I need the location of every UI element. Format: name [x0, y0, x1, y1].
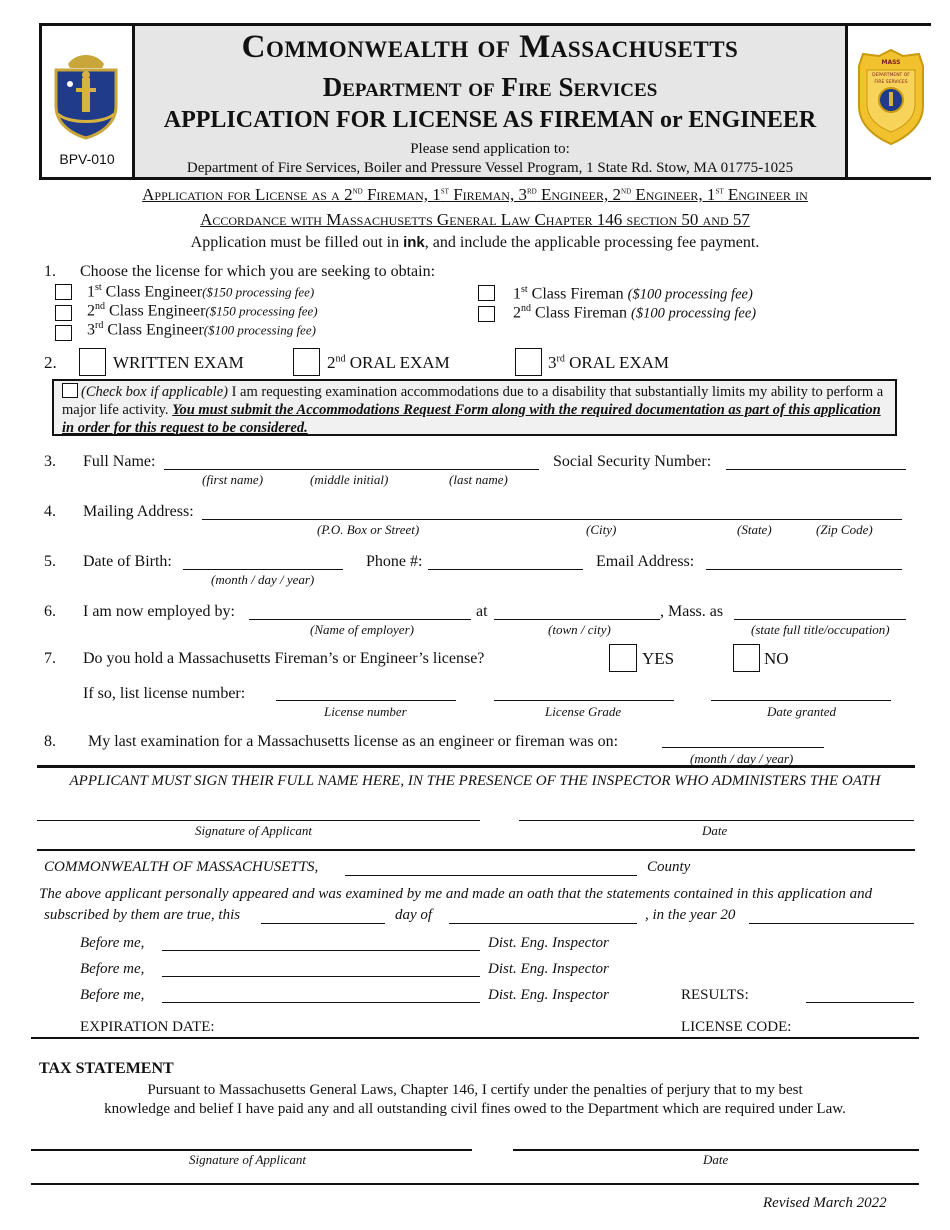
checkbox-accommodation[interactable]: [62, 383, 78, 398]
mass-as-label: , Mass. as: [660, 603, 724, 620]
checkbox-3rd-oral-exam[interactable]: [515, 348, 542, 376]
email-label: Email Address:: [596, 553, 695, 570]
inspector-field-3[interactable]: [162, 1002, 480, 1003]
sign-date-hint: Date: [702, 823, 728, 838]
date-granted-field[interactable]: [711, 700, 891, 701]
applicant-sign-date-field[interactable]: [519, 820, 914, 821]
year-label: , in the year 20: [645, 907, 736, 923]
no-label: NO: [764, 649, 789, 668]
svg-text:FIRE SERVICES: FIRE SERVICES: [874, 80, 908, 85]
yes-label: YES: [642, 649, 675, 668]
checkbox-2nd-fireman[interactable]: [478, 306, 495, 322]
revised-date: Revised March 2022: [763, 1195, 887, 1211]
q1-number: 1.: [44, 263, 56, 280]
option-written-exam: WRITTEN EXAM: [113, 353, 244, 372]
option-1st-engineer: 1st Class Engineer($150 processing fee): [87, 282, 315, 301]
tax-signature-field[interactable]: [31, 1149, 472, 1151]
subtitle-line-1: Application for License as a 2nd Fireman, 1st Fireman, 3rd Engineer, 2nd Engineer, 1st Engineer in: [142, 185, 808, 204]
inspector-label-2: Dist. Eng. Inspector: [488, 961, 609, 977]
header-title-panel: [135, 26, 845, 177]
mailing-address-text: Department of Fire Services, Boiler and Pressure Vessel Program, 1 State Rd. Stow, MA 01775-1025: [186, 160, 794, 176]
list-license-label: If so, list license number:: [83, 685, 246, 702]
accommodation-note: (Check box if applicable): [81, 384, 228, 400]
mailing-address-label: Mailing Address:: [83, 503, 194, 520]
inspector-label-3: Dist. Eng. Inspector: [488, 987, 609, 1003]
title-application: APPLICATION FOR LICENSE AS FIREMAN or ENGINEER: [163, 107, 817, 133]
q2-number: 2.: [44, 353, 57, 372]
dob-label: Date of Birth:: [83, 553, 172, 570]
checkbox-3rd-engineer[interactable]: [55, 325, 72, 341]
county-field[interactable]: [345, 875, 637, 876]
license-grade-field[interactable]: [494, 700, 674, 701]
occupation-field[interactable]: [734, 619, 906, 620]
checkbox-yes[interactable]: [609, 644, 637, 672]
inspector-field-2[interactable]: [162, 976, 480, 977]
email-field[interactable]: [706, 569, 902, 570]
license-number-hint: License number: [324, 704, 407, 719]
dob-hint: (month / day / year): [211, 572, 315, 587]
full-name-label: Full Name:: [83, 453, 156, 470]
tax-signature-hint: Signature of Applicant: [189, 1152, 306, 1167]
oath-year-field[interactable]: [749, 923, 914, 924]
section-divider: [37, 765, 915, 768]
q1-prompt: Choose the license for which you are seeking to obtain:: [80, 263, 436, 280]
occupation-hint: (state full title/occupation): [751, 622, 890, 637]
expiration-date-label: EXPIRATION DATE:: [80, 1019, 215, 1035]
at-label: at: [476, 603, 488, 620]
employer-field[interactable]: [249, 619, 471, 620]
option-2nd-oral-exam: 2nd ORAL EXAM: [327, 353, 450, 372]
license-question: Do you hold a Massachusetts Fireman’s or Engineer’s license?: [83, 650, 485, 667]
svg-text:MASS: MASS: [881, 59, 901, 66]
phone-field[interactable]: [428, 569, 583, 570]
tax-date-field[interactable]: [513, 1149, 919, 1151]
results-label: RESULTS:: [681, 987, 749, 1003]
last-exam-date-field[interactable]: [662, 747, 824, 748]
city-hint: (City): [586, 522, 617, 537]
last-exam-date-hint: (month / day / year): [690, 751, 794, 766]
license-number-field[interactable]: [276, 700, 456, 701]
before-me-label-1: Before me,: [80, 935, 145, 951]
ssn-label: Social Security Number:: [553, 453, 712, 470]
checkbox-2nd-engineer[interactable]: [55, 305, 72, 321]
checkbox-no[interactable]: [733, 644, 760, 672]
checkbox-1st-fireman[interactable]: [478, 285, 495, 301]
date-granted-hint: Date granted: [767, 704, 836, 719]
option-3rd-oral-exam: 3rd ORAL EXAM: [548, 353, 670, 372]
option-1st-fireman: 1st Class Fireman ($100 processing fee): [513, 284, 753, 303]
before-me-label-3: Before me,: [80, 987, 145, 1003]
first-name-hint: (first name): [202, 472, 264, 487]
q4-number: 4.: [44, 503, 56, 520]
massachusetts-seal-icon: [48, 44, 124, 140]
employed-by-label: I am now employed by:: [83, 603, 235, 620]
town-hint: (town / city): [548, 622, 611, 637]
checkbox-written-exam[interactable]: [79, 348, 106, 376]
oath-text-line2: subscribed by them are true, this: [44, 907, 241, 923]
state-hint: (State): [737, 522, 772, 537]
employer-hint: (Name of employer): [310, 622, 414, 637]
q6-number: 6.: [44, 603, 56, 620]
tax-date-hint: Date: [703, 1152, 729, 1167]
applicant-signature-field[interactable]: [37, 820, 480, 821]
inspector-field-1[interactable]: [162, 950, 480, 951]
fire-services-badge-icon: [853, 46, 929, 146]
sign-instruction: APPLICANT MUST SIGN THEIR FULL NAME HERE, IN THE PRESENCE OF THE INSPECTOR WHO ADMINISTERS THE OATH: [69, 773, 881, 789]
results-field[interactable]: [806, 1002, 914, 1003]
zip-hint: (Zip Code): [816, 522, 873, 537]
option-2nd-engineer: 2nd Class Engineer($150 processing fee): [87, 301, 318, 320]
footer-divider: [31, 1183, 919, 1185]
phone-label: Phone #:: [366, 553, 423, 570]
q5-number: 5.: [44, 553, 56, 570]
middle-initial-hint: (middle initial): [310, 472, 389, 487]
last-exam-label: My last examination for a Massachusetts license as an engineer or fireman was on:: [88, 733, 619, 750]
title-department: Department of Fire Services: [322, 72, 658, 102]
full-name-field[interactable]: [164, 469, 539, 470]
accommodation-box: [52, 379, 897, 436]
q8-number: 8.: [44, 733, 56, 750]
commonwealth-label: COMMONWEALTH OF MASSACHUSETTS,: [44, 859, 319, 875]
street-hint: (P.O. Box or Street): [317, 522, 420, 537]
ssn-field[interactable]: [726, 469, 906, 470]
option-3rd-engineer: 3rd Class Engineer($100 processing fee): [87, 320, 316, 339]
header-left-panel: [42, 26, 135, 177]
header-right-panel: [845, 26, 931, 177]
license-grade-hint: License Grade: [545, 704, 622, 719]
last-name-hint: (last name): [449, 472, 508, 487]
dob-field[interactable]: [183, 569, 343, 570]
subtitle-line-2: Accordance with Massachusetts General Law Chapter 146 section 50 and 57: [200, 210, 750, 229]
county-label: County: [647, 859, 691, 875]
oath-month-field[interactable]: [449, 923, 637, 924]
license-code-label: LICENSE CODE:: [681, 1019, 792, 1035]
form-header: [39, 23, 931, 180]
tax-text-line2: knowledge and belief I have paid any and all outstanding civil fines owed to the Department which are required under Law.: [104, 1101, 846, 1117]
accommodation-requirement: You must submit the Accommodations Request Form along with the required documentation as part of this application in order for this request to be considered.: [62, 402, 881, 436]
town-field[interactable]: [494, 619, 660, 620]
q3-number: 3.: [44, 453, 56, 470]
title-commonwealth: Commonwealth of Massachusetts: [241, 29, 739, 65]
admin-divider: [31, 1037, 919, 1039]
form-code: BPV-010: [59, 151, 115, 167]
option-2nd-fireman: 2nd Class Fireman ($100 processing fee): [513, 303, 757, 322]
inspector-label-1: Dist. Eng. Inspector: [488, 935, 609, 951]
tax-heading: TAX STATEMENT: [39, 1060, 174, 1077]
oath-day-field[interactable]: [261, 923, 385, 924]
oath-divider: [37, 849, 915, 851]
mailing-address-field[interactable]: [202, 519, 902, 520]
accommodation-text: I am requesting examination accommodations due to a disability that substantially limits my ability to perform a major life activity.: [62, 384, 884, 418]
before-me-label-2: Before me,: [80, 961, 145, 977]
tax-text-line1: Pursuant to Massachusetts General Laws, Chapter 146, I certify under the penalties of perjury that to my best: [147, 1082, 803, 1098]
q7-number: 7.: [44, 650, 56, 667]
checkbox-2nd-oral-exam[interactable]: [293, 348, 320, 376]
svg-text:DEPARTMENT OF: DEPARTMENT OF: [872, 73, 910, 78]
signature-hint: Signature of Applicant: [195, 823, 312, 838]
send-to-label: Please send application to:: [410, 141, 570, 157]
checkbox-1st-engineer[interactable]: [55, 284, 72, 300]
day-of-label: day of: [395, 907, 433, 923]
ink-instruction: Application must be filled out in ink, and include the applicable processing fee payment.: [190, 234, 760, 251]
oath-text-line1: The above applicant personally appeared and was examined by me and made an oath that the statements contained in this application and: [39, 886, 873, 902]
